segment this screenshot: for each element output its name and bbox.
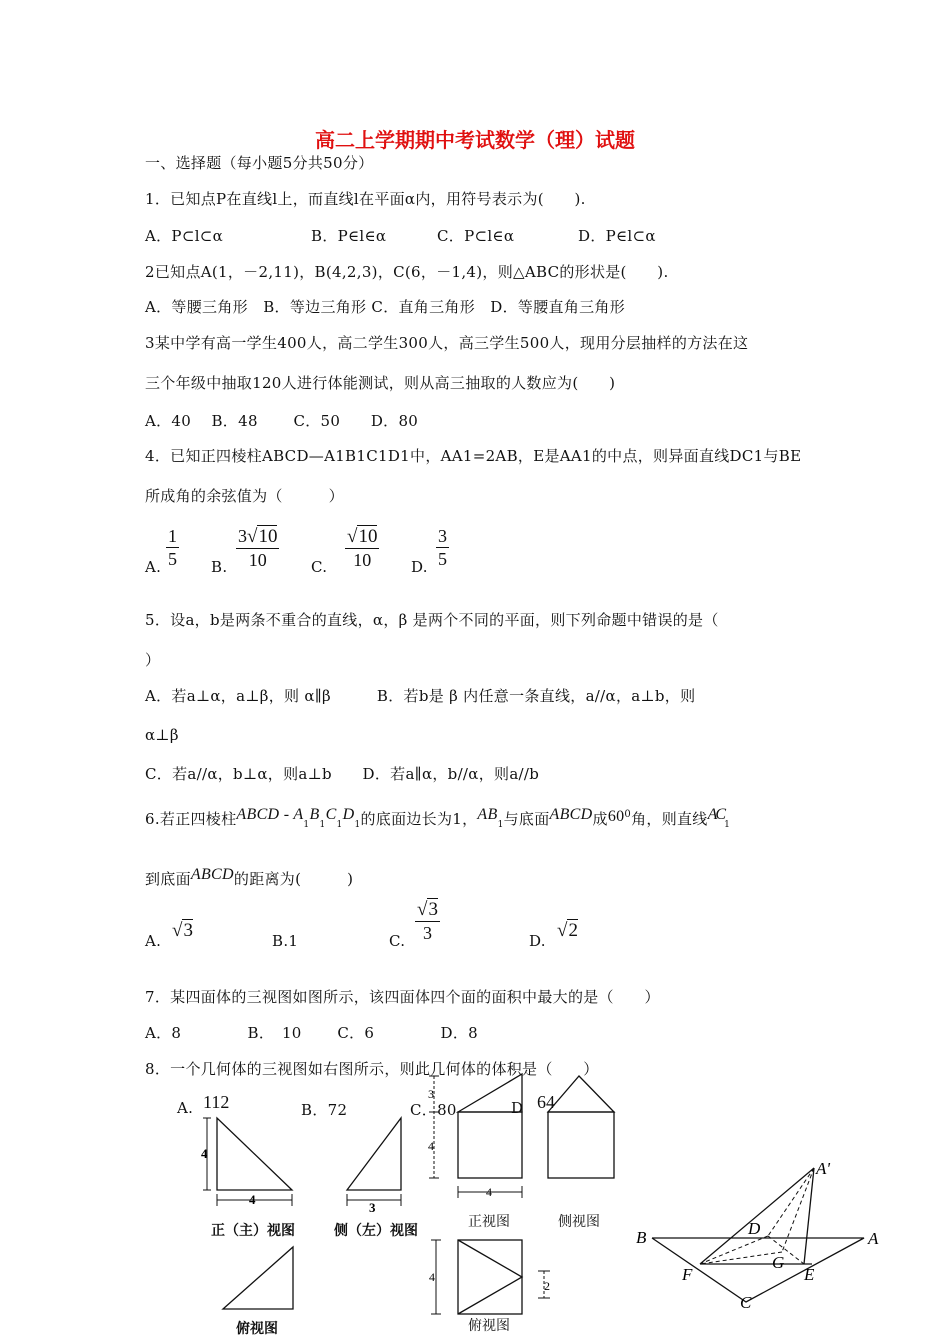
q1-option-a: A．P⊂l⊂α — [145, 227, 224, 245]
q6-option-d-value: √2 — [557, 920, 578, 941]
q4-option-a-fraction: $\frac{1}{5}$ — [168, 526, 177, 569]
mid-dim-4b: 4 — [486, 1185, 492, 1199]
q3-options: A．40 B．48 C．50 D．80 — [145, 412, 419, 430]
q1-option-d: D．P∈l⊂α — [578, 227, 656, 245]
q6-option-a-value: √3 — [172, 920, 193, 941]
q8-option-a-label: A. — [177, 1099, 194, 1117]
q4-option-a-label: A. — [145, 558, 162, 576]
mid-dim-3: 3 — [428, 1087, 434, 1101]
left-dim-side: 3 — [369, 1200, 376, 1215]
q6-option-c-label: C. — [389, 932, 406, 950]
section-heading: 一、选择题（每小题5分共50分） — [145, 154, 374, 172]
q4-option-d-fraction: $\frac{3}{5}$ — [438, 526, 447, 569]
page-title: 高二上学期期中考试数学（理）试题 — [315, 128, 635, 152]
q2-options: A．等腰三角形 B．等边三角形 C．直角三角形 D．等腰直角三角形 — [145, 298, 626, 316]
right-fold-figure — [632, 1152, 892, 1312]
left-front-view-label: 正（主）视图 — [211, 1223, 295, 1239]
q6-stem-line1: 6.若正四棱柱ABCD - $A_1B_1C_1D_1$的底面边长为1，$AB_1$与底面ABCD成$60^0$角，则直线$AC_1$ — [145, 806, 731, 830]
q8-option-d-value: 64 — [537, 1092, 555, 1112]
mid-front-view-label: 正视图 — [468, 1214, 510, 1230]
q1-option-b: B．P∈l∈α — [311, 227, 387, 245]
mid-dim-2: 2 — [544, 1279, 550, 1293]
q6-option-d-label: D. — [529, 932, 546, 950]
point-e: E — [804, 1265, 815, 1284]
q4-option-b-label: B. — [211, 558, 228, 576]
mid-dim-4c: 4 — [429, 1270, 435, 1284]
q4-option-b-fraction: $\frac{3√10}{10}$ — [238, 526, 278, 570]
q8-stem: 8．一个几何体的三视图如右图所示，则此几何体的体积是（ ） — [145, 1060, 599, 1078]
q4-option-c-fraction: $\frac{√10}{10}$ — [347, 526, 378, 570]
q5-stem-line2: ） — [145, 651, 161, 669]
point-a-prime: A' — [816, 1159, 831, 1178]
q6-stem-line2: 到底面ABCD的距离为( ) — [145, 866, 354, 888]
q5-options-b-tail: α⊥β — [145, 726, 179, 744]
left-top-view-label: 俯视图 — [236, 1321, 278, 1337]
q7-stem: 7．某四面体的三视图如图所示，该四面体四个面的面积中最大的是（ ） — [145, 988, 660, 1006]
q2-stem: 2已知点A(1，－2,11)，B(4,2,3)，C(6，－1,4)，则△ABC的形状是( ). — [145, 263, 669, 281]
mid-side-view-label: 侧视图 — [558, 1214, 600, 1230]
q4-stem-line2: 所成角的余弦值为（ ） — [145, 487, 344, 505]
q5-options-cd: C．若a//α，b⊥α，则a⊥b D．若a∥α，b//α，则a//b — [145, 765, 540, 783]
left-side-view-label: 侧（左）视图 — [334, 1223, 418, 1239]
q1-stem: 1．已知点P在直线l上，而直线l在平面α内，用符号表示为( ). — [145, 190, 586, 208]
q4-stem-line1: 4．已知正四棱柱ABCD—A1B1C1D1中，AA1=2AB，E是AA1的中点，则异面直线DC1与BE — [145, 447, 802, 465]
middle-three-view-figure — [420, 1072, 620, 1344]
q8-option-b: B．72 — [301, 1101, 348, 1119]
point-c: C — [740, 1293, 752, 1312]
point-f: F — [682, 1265, 693, 1284]
point-a: A — [868, 1229, 879, 1248]
q4-option-d-label: D. — [411, 558, 428, 576]
q5-options-ab: A．若a⊥α，a⊥β，则 α∥β B．若b是 β 内任意一条直线，a//α，a⊥b，则 — [145, 687, 696, 705]
q6-option-b: B.1 — [272, 932, 299, 950]
point-d: D — [748, 1219, 761, 1238]
q4-option-c-label: C. — [311, 558, 328, 576]
q6-option-c-value: $\frac{√3}{3}$ — [417, 899, 438, 943]
left-dim-height: 4 — [201, 1146, 208, 1161]
q6-option-a-label: A. — [145, 932, 162, 950]
point-g: G — [772, 1253, 785, 1272]
q8-option-d-label: D — [511, 1099, 524, 1117]
q3-stem-line1: 3某中学有高一学生400人，高二学生300人，高三学生500人，现用分层抽样的方法在这 — [145, 334, 749, 352]
q8-option-a-value: 112 — [203, 1092, 230, 1112]
q3-stem-line2: 三个年级中抽取120人进行体能测试，则从高三抽取的人数应为( ) — [145, 374, 616, 392]
mid-dim-4a: 4 — [428, 1139, 434, 1153]
q5-stem-line1: 5．设a，b是两条不重合的直线，α，β 是两个不同的平面，则下列命题中错误的是（ — [145, 611, 719, 629]
mid-top-view-label: 俯视图 — [468, 1318, 510, 1334]
q8-option-c: C．80 — [410, 1101, 457, 1119]
point-b: B — [636, 1228, 647, 1247]
left-dim-width: 4 — [249, 1192, 256, 1207]
q1-option-c: C．P⊂l∈α — [437, 227, 515, 245]
q7-options: A．8 B． 10 C．6 D．8 — [145, 1024, 478, 1042]
